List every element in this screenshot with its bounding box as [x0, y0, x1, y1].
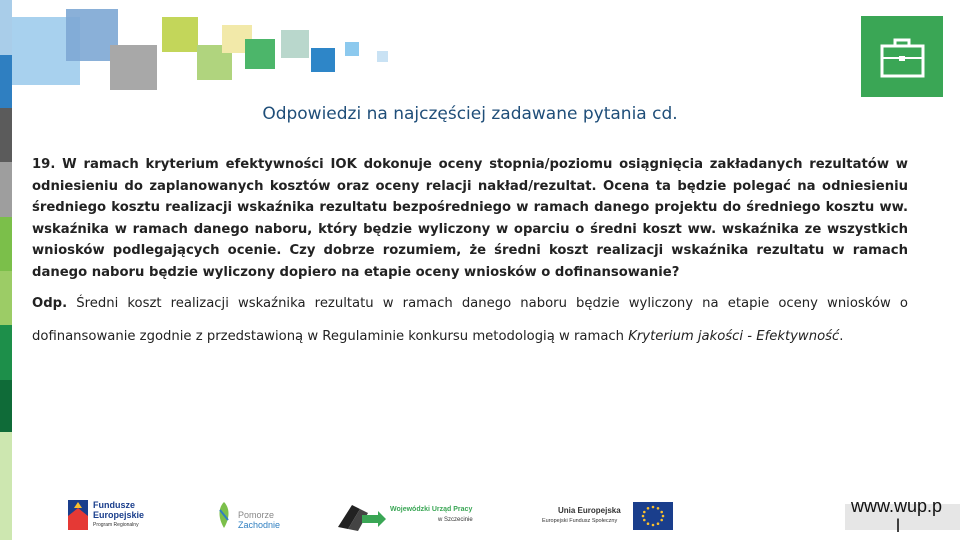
fe-flag-icon — [66, 498, 90, 532]
logo3-line1: Wojewódzki Urząd Pracy — [390, 506, 473, 513]
logo2-line1: Pomorze — [238, 510, 275, 520]
answer-text: Średni koszt realizacji wskaźnika rezultatu w ramach danego naboru będzie wyliczony na etapie oceny wniosków o dofinansowanie zgodnie z przedstawioną w Regulaminie konkursu metodologią w ramach — [32, 296, 908, 344]
logo-unia-europejska — [540, 496, 675, 534]
logo4-line1: Unia Europejska — [558, 506, 621, 515]
logo-fundusze-europejskie — [66, 496, 166, 534]
answer-prefix: Odp. — [32, 296, 68, 311]
website-url-wrap[interactable]: l — [896, 516, 900, 536]
logo1-line1: Fundusze — [93, 500, 135, 510]
website-url[interactable]: www.wup.p — [851, 496, 943, 516]
question-text: 19. W ramach kryterium efektywności IOK dokonuje oceny stopnia/poziomu osiągnięcia zakładanych rezultatów w odniesieniu do zaplanowanych kosztów oraz oceny relacji nakład/rezultat. Ocena ta będzie polegać na odniesieniu średniego kosztu realizacji wskaźnika rezultatu bezpośredniego w ramach danego projektu do średniego kosztu ww. wskaźnika w ramach danego naboru, który będzie wyliczony w oparciu o średni koszt ww. wskaźnika ze wszystkich wniosków podlegających ocenie. Czy dobrze rozumiem, że średni koszt realizacji wskaźnika rezultatu w ramach danego naboru będzie wyliczony dopiero na etapie oceny wniosków o dofinansowanie? — [32, 157, 908, 280]
logo4-line2: Europejski Fundusz Społeczny — [542, 518, 618, 524]
logo-pomorze-zachodnie — [214, 496, 284, 534]
briefcase-tile — [861, 16, 943, 97]
logo3-line2: w Szczecinie — [438, 517, 473, 523]
logo1-line2: Europejskie — [93, 510, 145, 520]
slide-title: Odpowiedzi na najczęściej zadawane pytania cd. — [262, 104, 678, 124]
answer-paragraph — [32, 288, 908, 353]
eu-flag-icon — [633, 502, 673, 530]
wup-icon — [338, 501, 388, 531]
pomorze-icon — [214, 500, 234, 530]
logo2-line2: Zachodnie — [238, 520, 281, 530]
answer-italic: Kryterium jakości - Efektywność — [628, 328, 840, 344]
logo1-line3: Program Regionalny — [93, 522, 139, 528]
answer-suffix: . — [839, 328, 844, 344]
briefcase-icon — [861, 16, 943, 97]
logo-wup — [338, 496, 483, 534]
